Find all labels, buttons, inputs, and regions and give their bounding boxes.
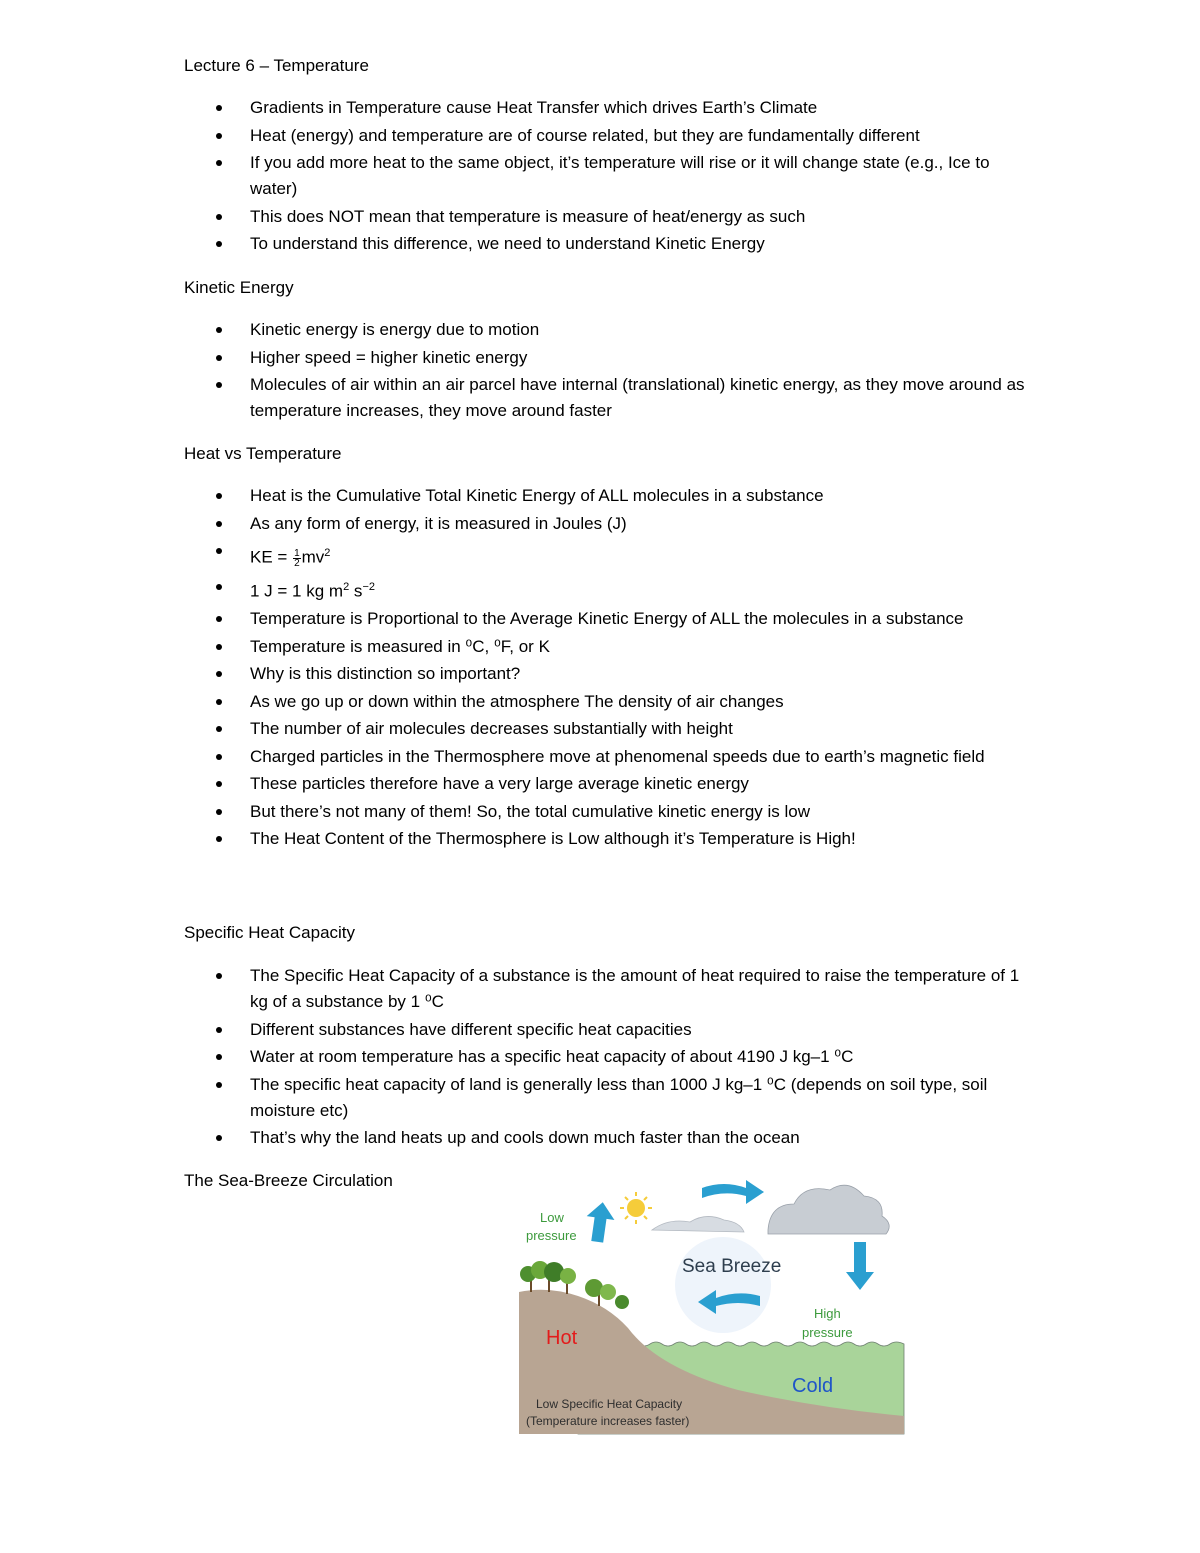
fraction-numerator: 1: [294, 547, 300, 559]
joule-exponent-2: −2: [362, 581, 375, 594]
caption-line-1: Low Specific Heat Capacity: [536, 1397, 683, 1411]
intro-list: [0, 95, 1100, 259]
caption-line-2: (Temperature increases faster): [526, 1414, 690, 1428]
list-item: Heat is the Cumulative Total Kinetic Energy of ALL molecules in a substance: [0, 483, 1040, 509]
list-item: As we go up or down within the atmosphere The density of air changes: [0, 689, 1040, 715]
page-title: Lecture 6 – Temperature: [184, 56, 369, 75]
list-item: The Heat Content of the Thermosphere is Low although it’s Temperature is High!: [0, 826, 1040, 852]
section-heading-sea-breeze: The Sea-Breeze Circulation: [184, 1171, 393, 1190]
figure-title: Sea Breeze: [682, 1256, 782, 1277]
ke-formula-prefix: KE =: [250, 547, 293, 567]
list-item: Why is this distinction so important?: [0, 661, 1040, 687]
low-pressure-label: Low: [540, 1210, 564, 1225]
list-item: The number of air molecules decreases substantially with height: [0, 716, 1040, 742]
list-item: Gradients in Temperature cause Heat Transfer which drives Earth’s Climate: [0, 95, 1040, 121]
sun-icon: [620, 1192, 652, 1224]
list-item: Different substances have different specific heat capacities: [0, 1017, 1040, 1043]
list-item: Kinetic energy is energy due to motion: [0, 317, 1040, 343]
fraction-denominator: 2: [294, 557, 300, 569]
list-item: Temperature is measured in ⁰C, ⁰F, or K: [0, 634, 1040, 660]
list-item: As any form of energy, it is measured in Joules (J): [0, 511, 1040, 537]
joule-formula: [0, 574, 1040, 605]
list-item: That’s why the land heats up and cools down much faster than the ocean: [0, 1125, 1040, 1151]
ke-exponent: 2: [324, 547, 331, 559]
list-item: Temperature is Proportional to the Average Kinetic Energy of ALL the molecules in a substance: [0, 606, 1040, 632]
fraction: [293, 549, 301, 568]
joule-exponent-1: 2: [343, 581, 350, 594]
list-item: But there’s not many of them! So, the total cumulative kinetic energy is low: [0, 799, 1040, 825]
list-item: Molecules of air within an air parcel have internal (translational) kinetic energy, as they move around as temperature increases, they move around faster: [0, 372, 1040, 424]
ke-formula-suffix: mv: [301, 547, 325, 567]
low-pressure-label-2: pressure: [526, 1228, 577, 1243]
section-heading-kinetic: Kinetic Energy: [184, 278, 294, 297]
kinetic-list: [0, 317, 1100, 426]
down-arrow-icon: [846, 1242, 874, 1290]
list-item: These particles therefore have a very large average kinetic energy: [0, 771, 1040, 797]
ke-formula: [0, 538, 1040, 573]
heat-vs-temp-list: [0, 483, 1100, 854]
list-item: If you add more heat to the same object, it’s temperature will rise or it will change state (e.g., Ice to water): [0, 150, 1040, 202]
sea-breeze-figure: [518, 1168, 906, 1436]
hot-label: Hot: [546, 1327, 578, 1349]
up-arrow-icon: [583, 1200, 616, 1244]
joule-formula-mid: s: [349, 581, 363, 601]
watermark-circle: [675, 1237, 771, 1333]
right-arrow-icon: [702, 1180, 764, 1204]
section-heading-specific-heat: Specific Heat Capacity: [184, 923, 356, 942]
high-pressure-label-2: pressure: [802, 1325, 853, 1340]
list-item: Water at room temperature has a specific heat capacity of about 4190 J kg–1 ⁰C: [0, 1044, 1040, 1070]
high-pressure-label: High: [814, 1306, 841, 1321]
list-item: The Specific Heat Capacity of a substance is the amount of heat required to raise the temperature of 1 kg of a substance by 1 ⁰C: [0, 963, 1040, 1015]
specific-heat-list: [0, 963, 1100, 1153]
cold-label: Cold: [792, 1375, 834, 1397]
list-item: This does NOT mean that temperature is measure of heat/energy as such: [0, 204, 1040, 230]
list-item: Charged particles in the Thermosphere move at phenomenal speeds due to earth’s magnetic field: [0, 744, 1040, 770]
small-cloud-icon: [652, 1216, 744, 1232]
list-item: The specific heat capacity of land is generally less than 1000 J kg–1 ⁰C (depends on soil type, soil moisture etc): [0, 1072, 1040, 1124]
large-cloud-icon: [768, 1185, 889, 1234]
list-item: Heat (energy) and temperature are of course related, but they are fundamentally different: [0, 123, 1040, 149]
joule-formula-text: 1 J = 1 kg m: [250, 581, 344, 601]
list-item: To understand this difference, we need to understand Kinetic Energy: [0, 231, 1040, 257]
list-item: Higher speed = higher kinetic energy: [0, 345, 1040, 371]
section-heading-heat-vs-temperature: Heat vs Temperature: [184, 444, 342, 463]
